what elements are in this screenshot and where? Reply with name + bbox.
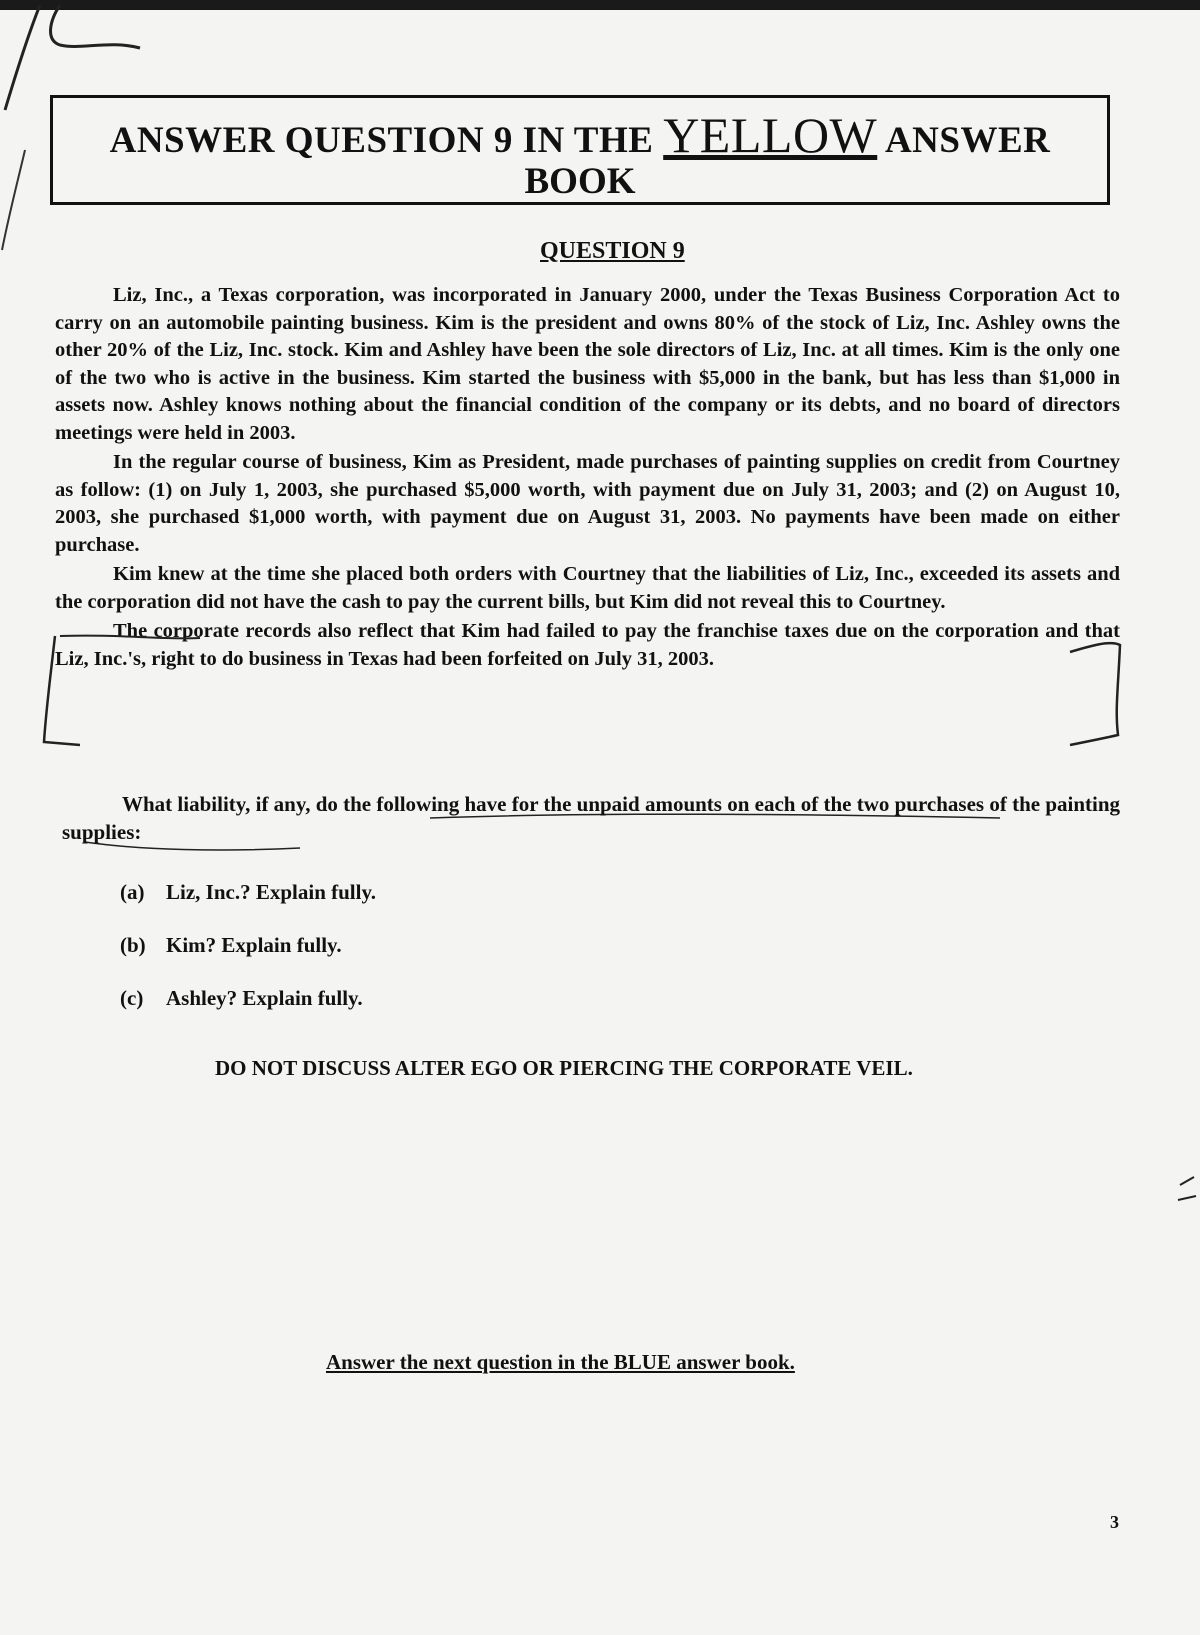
- question-heading: QUESTION 9: [540, 238, 685, 264]
- paragraph-franchise-taxes: The corporate records also reflect that Kim had failed to pay the franchise taxes due on the corporation and that Liz, Inc.'s, right to do business in Texas had been forfeited on July 31, 2003.: [55, 620, 1120, 670]
- warning-note: DO NOT DISCUSS ALTER EGO OR PIERCING THE CORPORATE VEIL.: [215, 1056, 913, 1080]
- banner-line-1: [53, 106, 1107, 164]
- page-number: 3: [1110, 1512, 1119, 1532]
- sub-question-a: [120, 880, 376, 905]
- sub-question-text: Ashley? Explain fully.: [166, 986, 363, 1010]
- banner-text-before: ANSWER QUESTION 9 IN THE: [109, 120, 664, 161]
- banner-line-2: BOOK: [524, 161, 636, 202]
- sub-question-b: [120, 933, 376, 958]
- sub-question-letter: (c): [120, 986, 144, 1010]
- paragraph-knowledge: Kim knew at the time she placed both orders with Courtney that the liabilities of Liz, Inc., exceeded its assets and the corporation did not have the cash to pay the current bills, but Kim did not reveal this to Courtney.: [55, 563, 1120, 613]
- sub-question-text: Kim? Explain fully.: [166, 933, 342, 957]
- banner-yellow-word: YELLOW: [663, 107, 878, 163]
- sub-question-letter: (a): [120, 880, 145, 904]
- sub-question-c: [120, 986, 376, 1011]
- next-question-note: Answer the next question in the BLUE answer book.: [326, 1350, 795, 1374]
- liability-prompt: What liability, if any, do the following have for the unpaid amounts on each of the two purchases of the painting supplies:: [62, 792, 1121, 844]
- question-body: [55, 282, 1120, 673]
- sub-question-text: Liz, Inc.? Explain fully.: [166, 880, 377, 904]
- banner-text-after: ANSWER: [877, 120, 1051, 161]
- paragraph-background: Liz, Inc., a Texas corporation, was incorporated in January 2000, under the Texas Business Corporation Act to carry on an automobile painting business. Kim is the president and owns 80% of the stock of Liz, Inc. Ashley owns the other 20% of the Liz, Inc. stock. Kim and Ashley have been the sole directors of Liz, Inc. at all times. Kim is the only one of the two who is active in the business. Kim started the business with $5,000 in the bank, but has less than $1,000 in assets now. Ashley knows nothing about the financial condition of the company or its debts, and no board of directors meetings were held in 2003.: [55, 284, 1120, 444]
- sub-question-letter: (b): [120, 933, 146, 957]
- paragraph-purchases: In the regular course of business, Kim as President, made purchases of painting supplies on credit from Courtney as follow: (1) on July 1, 2003, she purchased $5,000 worth, with payment due on July 31, 2003; and (2) on August 10, 2003, she purchased $1,000 worth, with payment due on August 31, 2003. No payments have been made on either purchase.: [55, 451, 1120, 556]
- sub-question-list: [120, 880, 376, 1039]
- instruction-banner: [50, 95, 1110, 205]
